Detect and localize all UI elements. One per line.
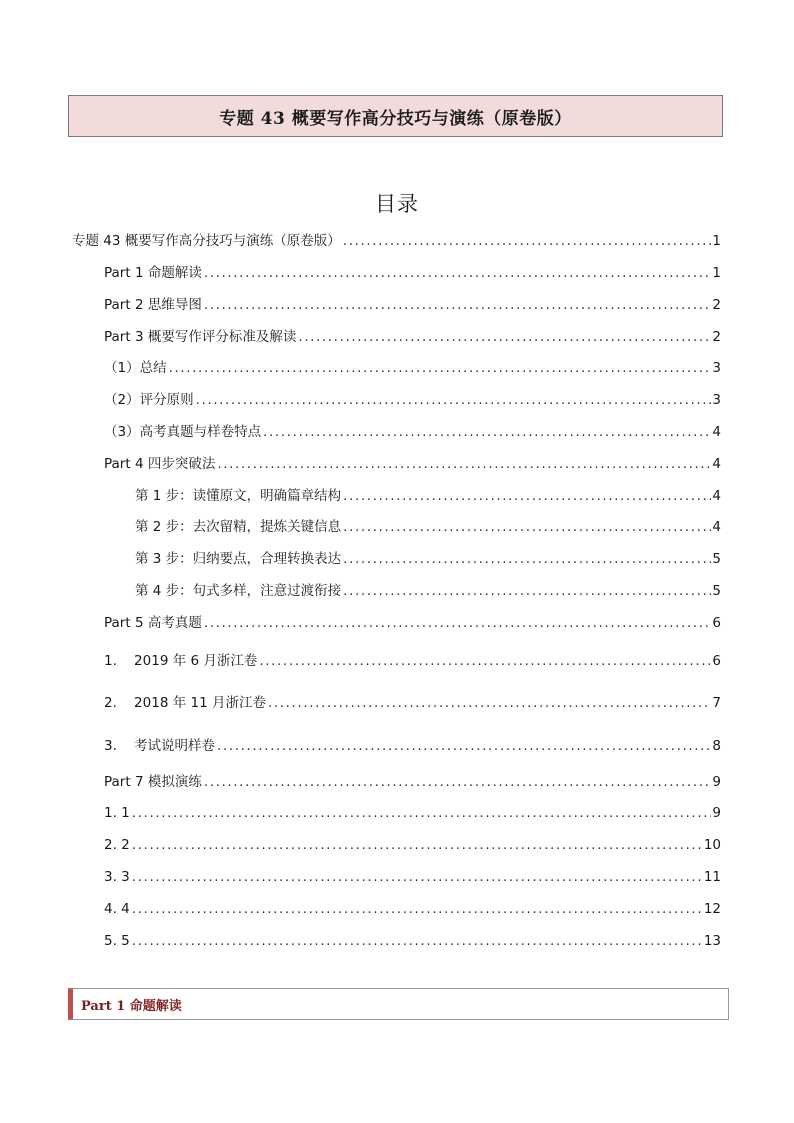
toc-entry-label: 第 1 步：读懂原文，明确篇章结构: [135, 488, 342, 504]
toc-entry-label: Part 4 四步突破法: [104, 456, 216, 472]
toc-entry-label: 第 3 步：归纳要点，合理转换表达: [135, 551, 342, 567]
section-heading-part-1: [68, 988, 729, 1020]
toc-entry-page: 6: [712, 615, 721, 631]
toc-entry-label: 专题 43 概要写作高分技巧与演练（原卷版）: [72, 233, 341, 249]
toc-dot-leader: [132, 804, 712, 822]
toc-entry-label: 1. 2019 年 6 月浙江卷: [104, 653, 258, 669]
toc-entry[interactable]: [104, 804, 721, 822]
toc-entry-page: 12: [703, 901, 721, 917]
toc-entry[interactable]: [104, 652, 721, 670]
toc-entry-label: 2. 2018 年 11 月浙江卷: [104, 695, 266, 711]
toc-entry-label: 5. 5: [104, 933, 130, 949]
document-title: 专题 43 概要写作高分技巧与演练（原卷版）: [68, 95, 723, 137]
toc-dot-leader: [217, 737, 711, 755]
toc-dot-leader: [343, 550, 711, 568]
toc-entry[interactable]: [104, 296, 721, 314]
toc-entry-label: Part 7 模拟演练: [104, 774, 202, 790]
toc-entry[interactable]: [104, 391, 721, 409]
toc-entry-label: Part 3 概要写作评分标准及解读: [104, 329, 297, 345]
toc-entry[interactable]: [104, 455, 721, 473]
toc-dot-leader: [217, 455, 711, 473]
toc-dot-leader: [268, 694, 711, 712]
toc-dot-leader: [132, 900, 703, 918]
toc-entry-label: 4. 4: [104, 901, 130, 917]
toc-dot-leader: [204, 614, 712, 632]
toc-entry-label: （1）总结: [104, 360, 167, 376]
toc-entry-page: 4: [712, 488, 721, 504]
toc-entry-label: （3）高考真题与样卷特点: [104, 424, 262, 440]
toc-entry-page: 11: [703, 869, 721, 885]
toc-entry-page: 4: [712, 519, 721, 535]
toc-entry[interactable]: [135, 518, 721, 536]
toc-dot-leader: [343, 232, 712, 250]
toc-entry-page: 5: [712, 551, 721, 567]
toc-entry-page: 2: [712, 297, 721, 313]
toc-dot-leader: [298, 328, 711, 346]
toc-entry-label: 第 2 步：去次留精，提炼关键信息: [135, 519, 342, 535]
toc-entry-label: 3. 3: [104, 869, 130, 885]
toc-entry-label: 第 4 步：句式多样，注意过渡衔接: [135, 583, 342, 599]
toc-dot-leader: [343, 518, 711, 536]
section-heading-text: Part 1 命题解读: [81, 998, 182, 1014]
toc-dot-leader: [196, 391, 712, 409]
toc-entry[interactable]: [104, 423, 721, 441]
toc-entry[interactable]: [104, 264, 721, 282]
toc-dot-leader: [263, 423, 711, 441]
toc-entry[interactable]: [104, 773, 721, 791]
toc-dot-leader: [132, 932, 703, 950]
toc-dot-leader: [132, 836, 703, 854]
toc-entry[interactable]: [104, 932, 721, 950]
toc-entry[interactable]: [104, 328, 721, 346]
toc-entry-page: 6: [712, 653, 721, 669]
toc-entry-label: 3. 考试说明样卷: [104, 738, 216, 754]
toc-entry-label: Part 1 命题解读: [104, 265, 202, 281]
toc-entry-page: 4: [712, 424, 721, 440]
toc-entry-page: 10: [703, 837, 721, 853]
toc-entry-page: 4: [712, 456, 721, 472]
toc-entry-page: 2: [712, 329, 721, 345]
toc-entry-page: 3: [712, 392, 721, 408]
toc-dot-leader: [259, 652, 711, 670]
toc-dot-leader: [343, 582, 711, 600]
toc-entry[interactable]: [104, 868, 721, 886]
toc-entry-page: 1: [712, 233, 721, 249]
toc-heading: 目录: [375, 192, 419, 216]
toc-entry[interactable]: [104, 614, 721, 632]
toc-entry[interactable]: [104, 694, 721, 712]
toc-entry[interactable]: [104, 359, 721, 377]
toc-entry-label: Part 2 思维导图: [104, 297, 202, 313]
toc-entry-page: 7: [712, 695, 721, 711]
toc-entry[interactable]: [135, 550, 721, 568]
toc-entry-label: 1. 1: [104, 805, 130, 821]
toc-dot-leader: [169, 359, 712, 377]
toc-dot-leader: [204, 773, 712, 791]
toc-entry-label: Part 5 高考真题: [104, 615, 202, 631]
toc-entry-label: （2）评分原则: [104, 392, 194, 408]
toc-dot-leader: [204, 296, 712, 314]
toc-entry[interactable]: [104, 900, 721, 918]
toc-dot-leader: [343, 487, 711, 505]
toc-entry[interactable]: [72, 232, 721, 250]
toc-entry[interactable]: [104, 836, 721, 854]
toc-entry-page: 9: [712, 805, 721, 821]
toc-dot-leader: [204, 264, 712, 282]
toc-entry-page: 5: [712, 583, 721, 599]
toc-entry-page: 3: [712, 360, 721, 376]
toc-entry-page: 9: [712, 774, 721, 790]
toc-entry[interactable]: [135, 487, 721, 505]
toc-entry-page: 8: [712, 738, 721, 754]
toc-entry[interactable]: [104, 737, 721, 755]
toc-entry[interactable]: [135, 582, 721, 600]
toc-entry-page: 1: [712, 265, 721, 281]
toc-entry-page: 13: [703, 933, 721, 949]
toc-dot-leader: [132, 868, 703, 886]
toc-entry-label: 2. 2: [104, 837, 130, 853]
